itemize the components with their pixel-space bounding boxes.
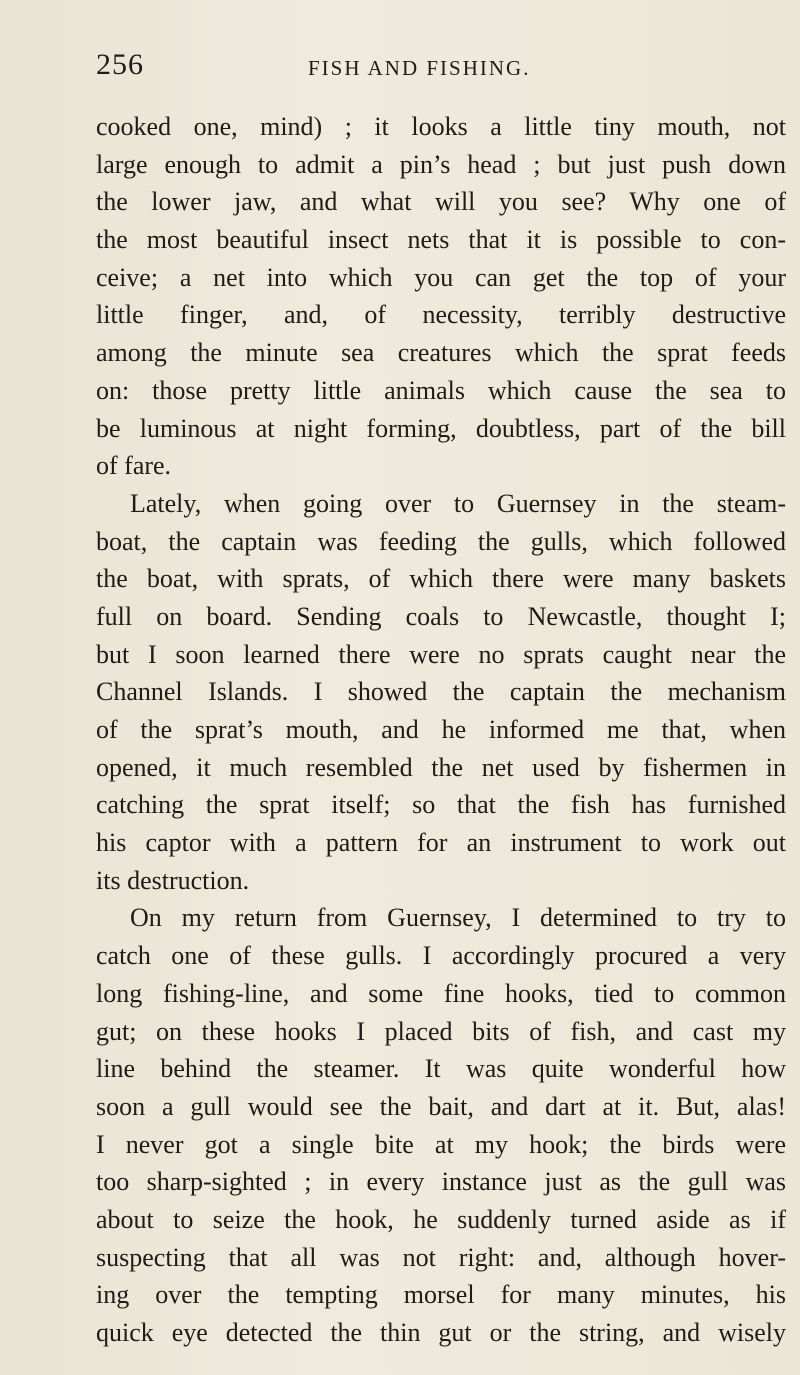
text-line: catch one of these gulls. I accordingly procured a very: [96, 941, 786, 971]
text-line: quick eye detected the thin gut or the string, and wisely: [96, 1318, 786, 1347]
running-head: FISH AND FISHING.: [308, 56, 531, 80]
text-line: among the minute sea creatures which the sprat feeds: [96, 338, 786, 368]
paragraph-end-line: of fare.: [96, 451, 172, 481]
text-line: large enough to admit a pin’s head ; but just push down: [96, 149, 786, 179]
text-line: the most beautiful insect nets that it is possible to con-: [96, 225, 786, 255]
page-header: [96, 48, 736, 88]
text-line: I never got a single bite at my hook; the birds were: [96, 1129, 786, 1159]
text-line: catching the sprat itself; so that the fish has furnished: [96, 790, 786, 820]
text-line: of the sprat’s mouth, and he informed me that, when: [96, 715, 786, 744]
text-line: opened, it much resembled the net used by fishermen in: [96, 752, 786, 782]
text-line: soon a gull would see the bait, and dart at it. But, alas!: [96, 1091, 786, 1121]
text-line: but I soon learned there were no sprats caught near the: [96, 639, 786, 669]
paragraph-start-line: Lately, when going over to Guernsey in the steam-: [130, 488, 786, 518]
text-line: little finger, and, of necessity, terribly destructive: [96, 300, 786, 330]
paragraph-end-line: its destruction.: [96, 865, 250, 895]
text-line: boat, the captain was feeding the gulls, which followed: [96, 526, 786, 556]
text-line: too sharp-sighted ; in every instance just as the gull was: [96, 1167, 786, 1197]
text-line: line behind the steamer. It was quite wonderful how: [96, 1054, 786, 1084]
text-line: the boat, with sprats, of which there were many baskets: [96, 564, 786, 594]
page-number: 256: [96, 48, 144, 81]
text-line: his captor with a pattern for an instrument to work out: [96, 828, 786, 858]
body-text: [96, 108, 786, 1352]
text-line: be luminous at night forming, doubtless, part of the bill: [96, 413, 786, 443]
text-line: suspecting that all was not right: and, although hover-: [96, 1242, 786, 1272]
text-line: ing over the tempting morsel for many minutes, his: [96, 1280, 786, 1310]
text-line: on: those pretty little animals which cause the sea to: [96, 375, 786, 405]
text-line: cooked one, mind) ; it looks a little tiny mouth, not: [96, 112, 786, 141]
text-line: gut; on these hooks I placed bits of fish, and cast my: [96, 1016, 786, 1046]
text-line: long fishing-line, and some fine hooks, tied to common: [96, 978, 786, 1008]
text-line: ceive; a net into which you can get the top of your: [96, 262, 786, 292]
text-line: full on board. Sending coals to Newcastle, thought I;: [96, 601, 786, 631]
paragraph-start-line: On my return from Guernsey, I determined to try to: [130, 903, 786, 933]
text-line: Channel Islands. I showed the captain the mechanism: [96, 677, 786, 707]
text-line: about to seize the hook, he suddenly turned aside as if: [96, 1204, 786, 1234]
text-line: the lower jaw, and what will you see? Why one of: [96, 187, 786, 217]
